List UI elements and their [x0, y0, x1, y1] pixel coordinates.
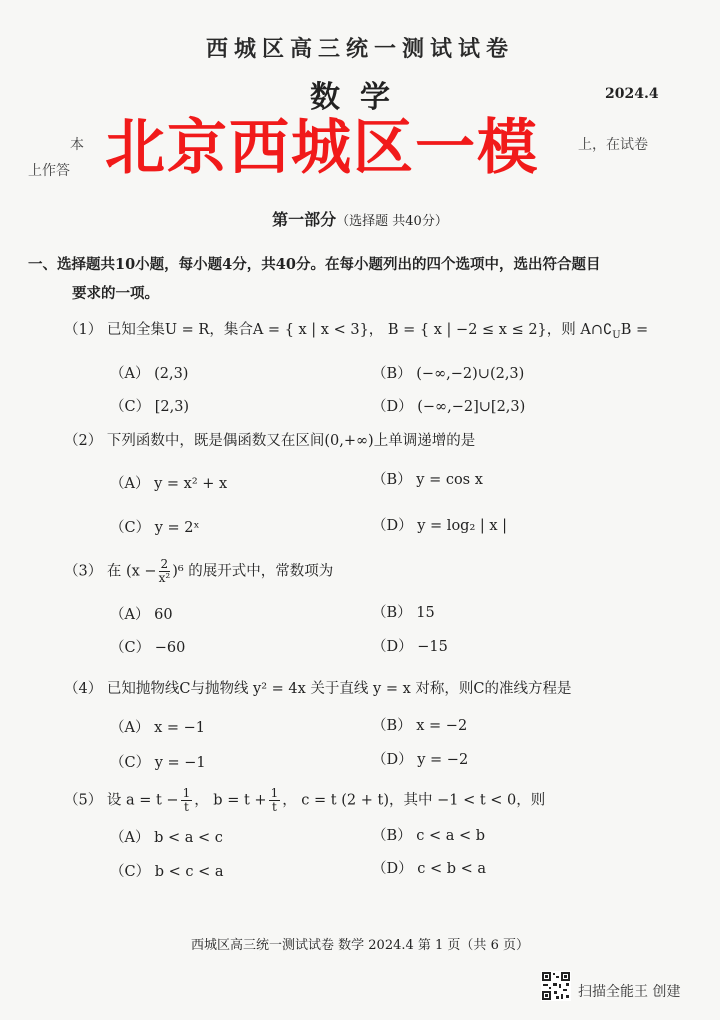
question-1-option-a: （A） (2,3)	[110, 366, 189, 382]
question-3-option-d: （D） −15	[372, 639, 448, 655]
question-2-option-c: （C） y = 2ˣ	[110, 520, 200, 536]
question-4-option-c: （C） y = −1	[110, 755, 206, 771]
red-banner-overlay: 北京西城区一模	[105, 113, 539, 183]
subject-title: 数学	[310, 80, 410, 115]
question-3-option-c: （C） −60	[110, 640, 186, 656]
complement-subscript: U	[612, 329, 621, 341]
question-5-option-a: （A） b < a < c	[110, 830, 223, 846]
question-4-option-a: （A） x = −1	[110, 720, 206, 736]
page-footer: 西城区高三统一测试试卷 数学 2024.4 第 1 页（共 6 页）	[191, 938, 529, 953]
exam-title: 西城区高三统一测试试卷	[205, 36, 514, 62]
question-text-pre: 在 (x −	[106, 563, 157, 580]
notice-fragment-line2: 上作答	[28, 163, 70, 179]
question-text-post: )⁶ 的展开式中，常数项为	[172, 563, 334, 580]
question-number: （4）	[64, 681, 103, 697]
section-note: （选择题 共40分）	[336, 214, 448, 229]
question-number: （5）	[64, 792, 103, 809]
instructions	[28, 250, 668, 308]
instruction-line-2: 要求的一项。	[72, 285, 159, 302]
notice-fragment-end: 上，在试卷	[578, 137, 648, 153]
question-2-option-a: （A） y = x² + x	[110, 476, 228, 492]
question-4-stem	[64, 677, 571, 698]
question-5-option-c: （C） b < c < a	[110, 864, 224, 880]
question-5-option-b: （B） c < a < b	[372, 828, 486, 844]
question-3-stem	[64, 558, 333, 585]
question-1-option-b: （B） (−∞,−2)∪(2,3)	[372, 366, 525, 382]
fraction: $\frac{2}{\text{x²}}$	[158, 557, 171, 585]
question-text: 已知抛物线C与抛物线 y² = 4x 关于直线 y = x 对称，则C的准线方程是	[106, 681, 572, 697]
question-5-option-d: （D） c < b < a	[372, 861, 487, 877]
section-heading	[0, 207, 720, 230]
question-1-option-c: （C） [2,3)	[110, 399, 190, 415]
section-title: 第一部分	[272, 210, 337, 229]
exam-date: 2024.4	[605, 86, 659, 102]
fraction: $\frac{1}{t}$	[270, 786, 279, 814]
notice-fragment-start: 本	[70, 137, 84, 153]
question-3-option-a: （A） 60	[110, 607, 173, 623]
qr-code-icon	[541, 971, 571, 1001]
question-number: （2）	[64, 433, 103, 449]
question-2-option-b: （B） y = cos x	[372, 472, 483, 488]
scanner-watermark: 扫描全能王 创建	[578, 984, 681, 1000]
question-text-tail: B =	[620, 322, 649, 338]
instruction-line-1: 一、选择题共10小题，每小题4分，共40分。在每小题列出的四个选项中，选出符合题目	[28, 256, 601, 273]
question-5-stem: （5） 设 a = t − $\frac{1}{t}$ ， b = t + $\frac{1}{t}$ ， c = t (2 + t)，其中 −1 < t < 0，则	[64, 786, 546, 814]
question-1-option-d: （D） (−∞,−2]∪[2,3)	[372, 399, 526, 415]
question-number: （3）	[64, 563, 103, 580]
question-4-option-b: （B） x = −2	[372, 718, 468, 734]
question-2-stem	[64, 429, 475, 450]
fraction: $\frac{1}{t}$	[182, 786, 191, 814]
question-1-stem	[64, 318, 648, 341]
question-text: 下列函数中，既是偶函数又在区间(0,+∞)上单调递增的是	[106, 433, 476, 449]
question-4-option-d: （D） y = −2	[372, 752, 469, 768]
question-3-option-b: （B） 15	[372, 605, 435, 621]
question-text: 已知全集U = R，集合A = { x | x < 3}， B = { x | −2 ≤ x ≤ 2}，则 A∩∁	[106, 322, 613, 338]
question-number: （1）	[64, 322, 103, 338]
question-2-option-d: （D） y = log₂ | x |	[372, 518, 508, 534]
